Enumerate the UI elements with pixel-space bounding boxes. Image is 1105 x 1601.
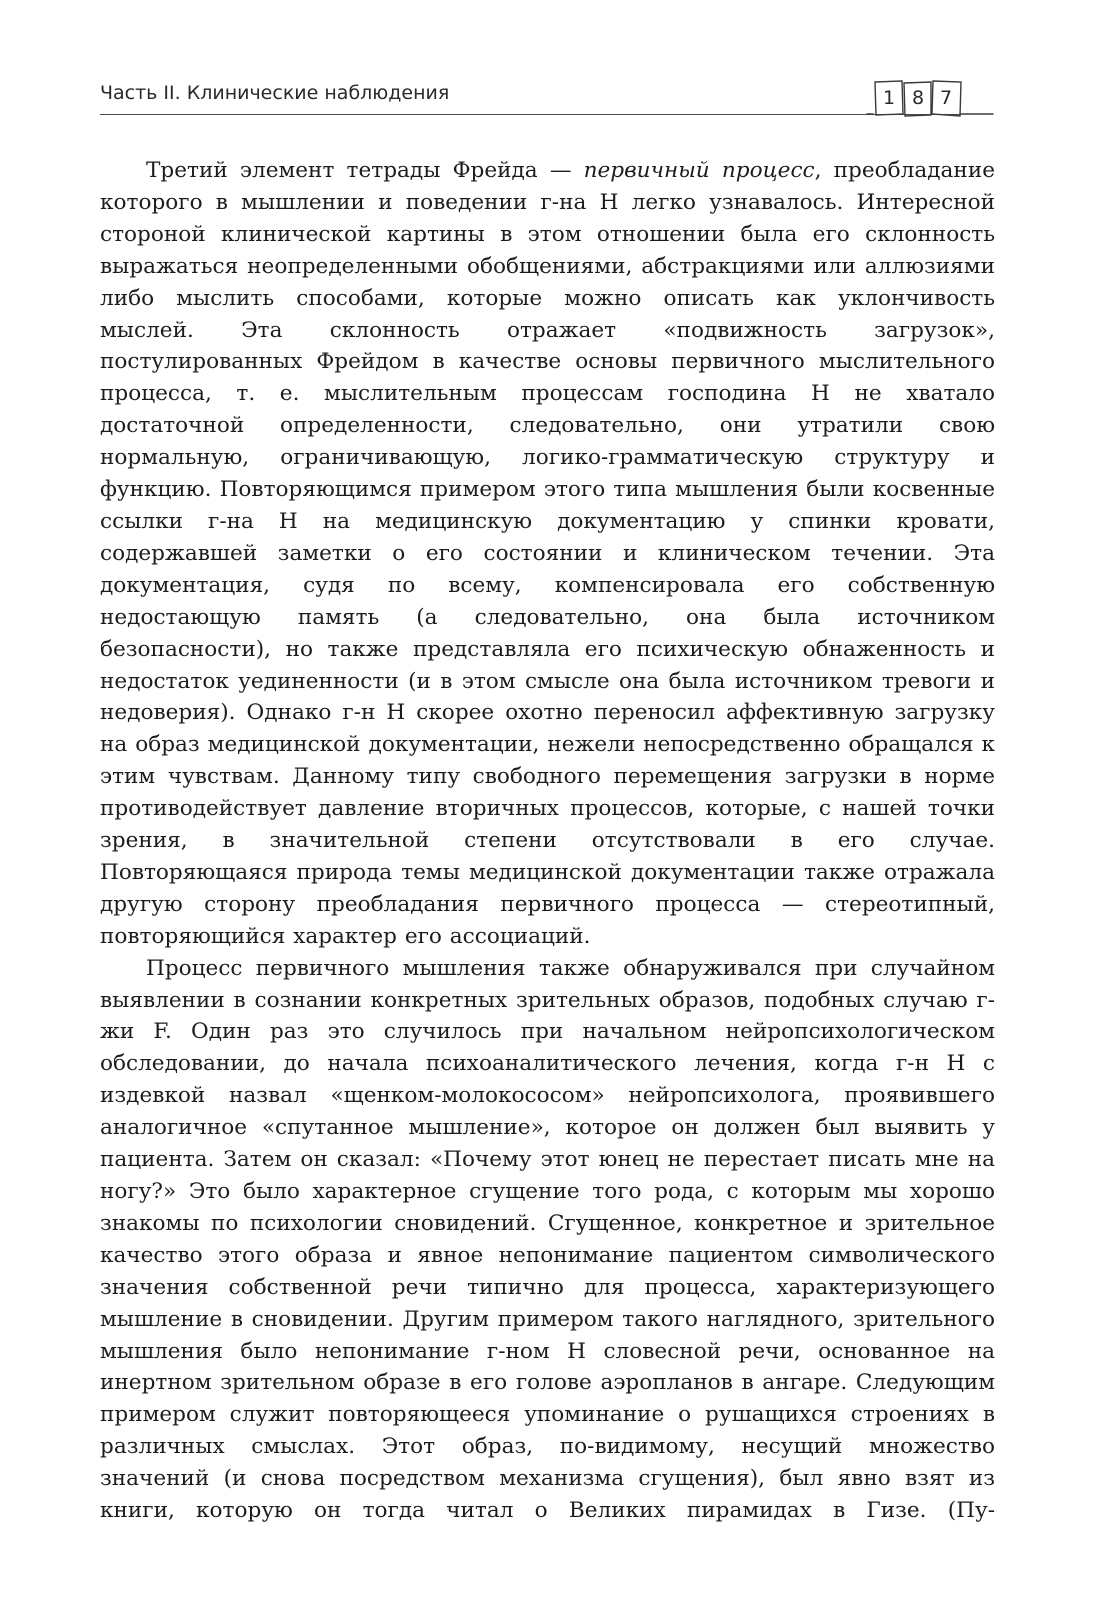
page-digit: 7 [939,87,953,109]
running-header [100,76,995,126]
paragraph-lead: Третий элемент тетрады Фрейда — [146,158,584,183]
paragraph: Процесс первичного мышления также обнаруживался при случайном выявлении в сознании конкретных зрительных образов, подобных случаю г-жи F. Один раз это случилось при начальном нейропсихологическом обследовании, до начала психоаналитического лечения, когда г-н Н с издевкой назвал «щенком-молокососом» нейропсихолога, проявившего аналогичное «спутанное мышление», которое он должен был выявить у пациента. Затем он сказал: «Почему этот юнец не перестает писать мне на ногу?» Это было характерное сгущение того рода, с которым мы хорошо знакомы по психологии сновидений. Сгущенное, конкретное и зрительное качество этого образа и явное непонимание пациентом символического значения собственной речи типично для процесса, характеризующего мышление в сновидении. Другим примером такого наглядного, зрительного мышления было непонимание г-ном Н словесной речи, основанное на инертном зрительном образе в его голове аэропланов в ангаре. Следующим примером служит повторяющееся упоминание о рушащихся строениях в различных смыслах. Этот образ, по-видимому, несущий множество значений (и снова посредством механизма сгущения), был явно взят из книги, которую он тогда читал о Великих пирамидах в Гизе. (Пу- [100,955,995,1524]
header-title: Часть II. Клинические наблюдения [100,82,450,104]
page-digit: 8 [911,87,925,109]
page-digit: 1 [882,87,896,109]
header-rule [100,114,960,115]
emphasis-term: первичный процесс [583,158,815,183]
paragraph-rest: , преобладание которого в мышлении и поведении г-на Н легко узнавалось. Интересной стороной клинической картины в этом отношении была его склонность выражаться неопределенными обобщениями, абстракциями или аллюзиями либо мыслить способами, которые можно описать как уклончивость мыслей. Эта склонность отражает «подвижность загрузок», постулированных Фрейдом в качестве основы первичного мыслительного процесса, т. е. мыслительным процессам господина Н не хватало достаточной определенности, следовательно, они утратили свою нормальную, ограничивающую, логико-грамматическую структуру и функцию. Повторяющимся примером этого типа мышления были косвенные ссылки г-на Н на медицинскую документацию у спинки кровати, содержавшей заметки о его состоянии и клиническом течении. Эта документация, судя по всему, компенсировала его собственную недостающую память (а следовательно, она была источником безопасности), но также представляла его психическую обнаженность и недостаток уединенности (и в этом смысле она была источником тревоги и недоверия). Однако г-н Н скорее охотно переносил аффективную загрузку на образ медицинской документации, нежели непосредственно обращался к этим чувствам. Данному типу свободного перемещения загрузки в норме противодействует давление вторичных процессов, которые, с нашей точки зрения, в значительной степени отсутствовали в его случае. Повторяющаяся природа темы медицинской документации также отражала другую сторону преобладания первичного процесса — стереотипный, повторяющийся характер его ассоциаций. [100,158,995,949]
main-text [100,155,995,1527]
paragraph [100,155,995,953]
page-number [865,76,995,126]
